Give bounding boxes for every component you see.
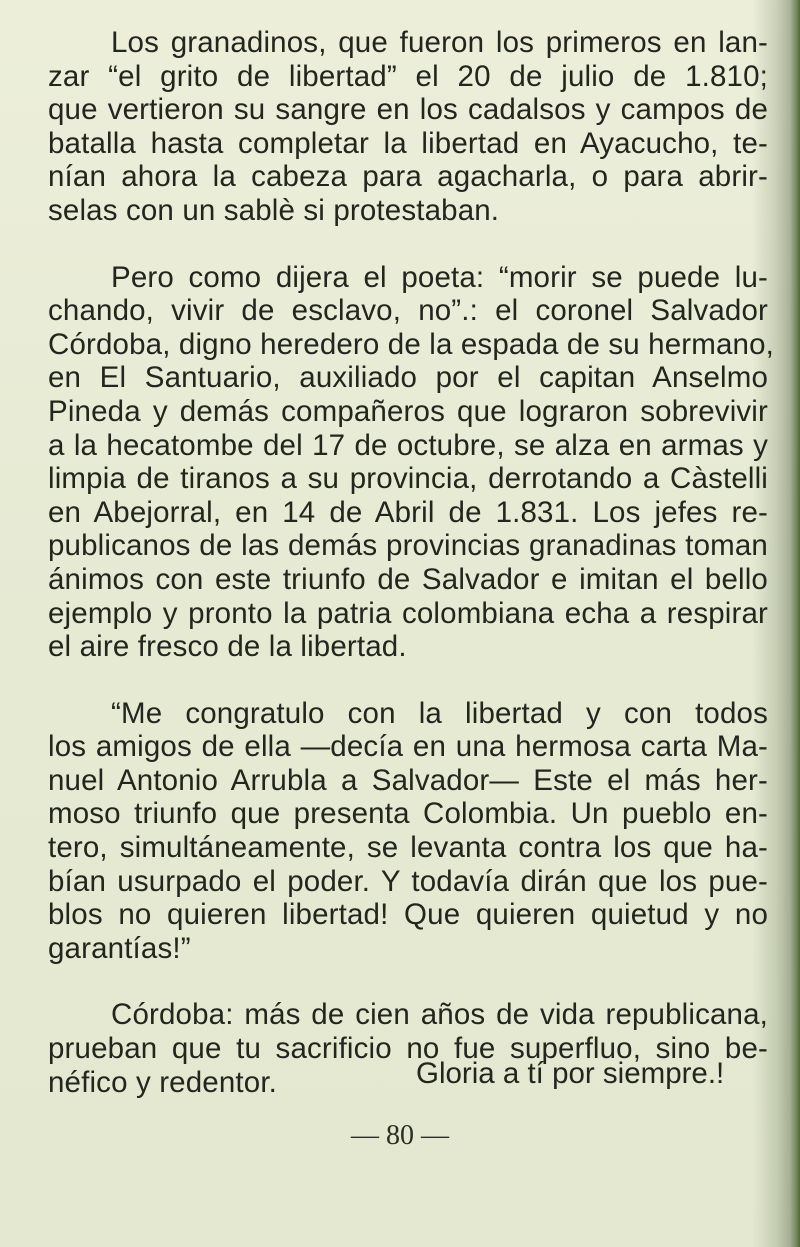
text-line: limpia de tiranos a su provincia, derrotando a Càstelli xyxy=(48,462,768,496)
paragraph-3 xyxy=(48,697,768,966)
text-line: “Me congratulo con la libertad y con todos xyxy=(111,696,768,730)
text-line: Los granadinos, que fueron los primeros en lan- xyxy=(111,26,768,59)
text-line: prueban que tu sacrificio no fue superfluo, sino be- xyxy=(48,1032,768,1066)
text-line: que vertieron su sangre en los cadalsos y campos de xyxy=(48,93,768,127)
text-line: Pero como dijera el poeta: “morir se puede lu- xyxy=(111,260,768,294)
page-edge xyxy=(790,0,800,1247)
text-line: néfico y redentor. xyxy=(48,1065,278,1099)
page-number: — 80 — xyxy=(351,1120,449,1151)
text-line: nían ahora la cabeza para agacharla, o para abrir- xyxy=(48,160,768,194)
paragraph-2 xyxy=(48,260,774,664)
text-line: publicanos de las demás provincias granadinas toman xyxy=(48,529,768,563)
text-line: selas con un sablè si protestaban. xyxy=(48,193,500,227)
text-line: ejemplo y pronto la patria colombiana echa a respirar xyxy=(48,596,768,630)
text-line: en El Santuario, auxiliado por el capitan Anselmo xyxy=(48,361,768,395)
text-line: ánimos con este triunfo de Salvador e imitan el bello xyxy=(48,562,768,596)
body-text xyxy=(48,26,774,1099)
text-line: Córdoba, digno heredero de la espada de su hermano, xyxy=(48,327,774,361)
text-line: blos no quieren libertad! Que quieren quietud y no xyxy=(48,898,768,932)
text-line: los amigos de ella —decía en una hermosa carta Ma- xyxy=(48,730,768,764)
text-line: garantías!” xyxy=(48,931,191,965)
text-line: nuel Antonio Arrubla a Salvador— Este el más her- xyxy=(48,763,768,797)
text-line: Pineda y demás compañeros que lograron sobrevivir xyxy=(48,394,768,428)
text-line: en Abejorral, en 14 de Abril de 1.831. Los jefes re- xyxy=(48,495,768,529)
paragraph-1 xyxy=(48,26,768,228)
text-line: Córdoba: más de cien años de vida republicana, xyxy=(111,998,768,1032)
text-line: el aire fresco de la libertad. xyxy=(48,630,407,664)
text-line: a la hecatombe del 17 de octubre, se alza en armas y xyxy=(48,428,768,462)
text-line: moso triunfo que presenta Colombia. Un pueblo en- xyxy=(48,797,768,831)
text-line: tero, simultáneamente, se levanta contra los que ha- xyxy=(48,831,768,865)
closing-line: Gloria a tí por siempre.! xyxy=(416,1057,725,1090)
text-line: batalla hasta completar la libertad en Ayacucho, te- xyxy=(48,126,768,160)
text-line: zar “el grito de libertad” el 20 de julio de 1.810; xyxy=(48,59,768,93)
text-line: bían usurpado el poder. Y todavía dirán que los pue- xyxy=(48,864,768,898)
text-line: chando, vivir de esclavo, no”.: el coronel Salvador xyxy=(48,294,768,328)
